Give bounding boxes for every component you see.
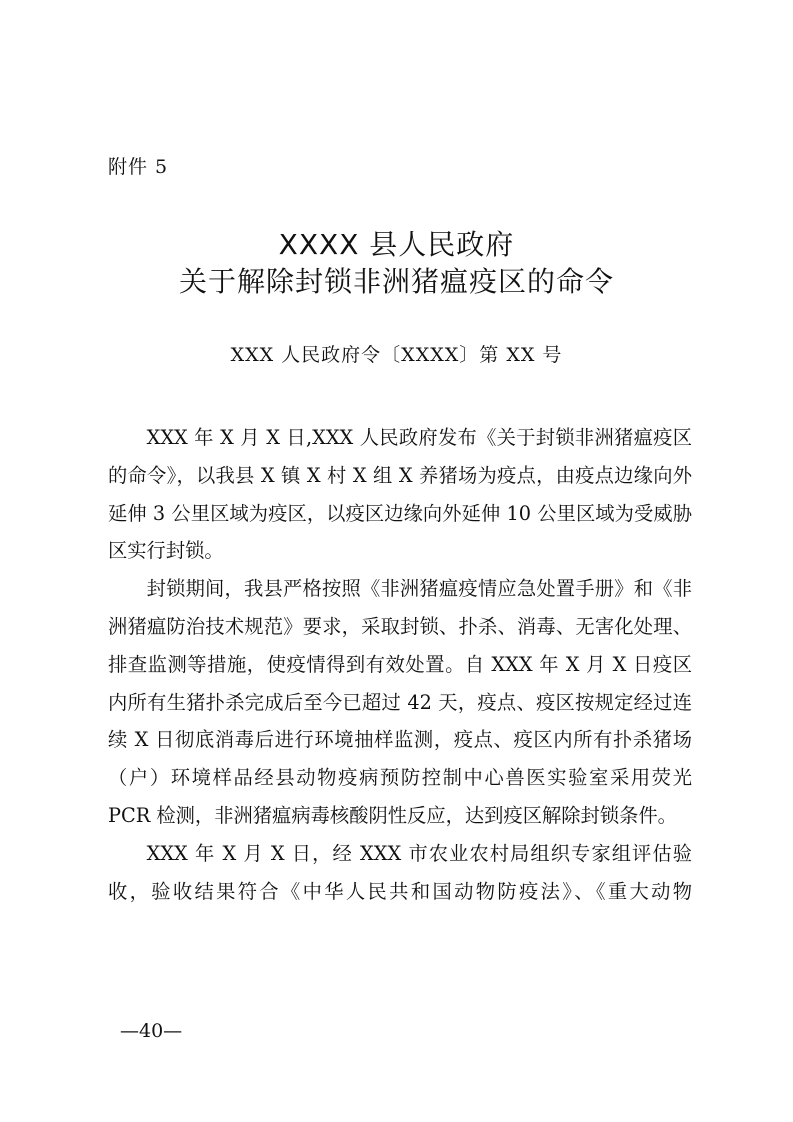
document-body	[108, 419, 692, 910]
page-number: —40—	[120, 1020, 183, 1042]
attachment-label: 附件 5	[108, 156, 169, 178]
document-number: XXX 人民政府令〔XXXX〕第 XX 号	[230, 344, 563, 366]
document-title-line-2: 关于解除封锁非洲猪瘟疫区的命令	[178, 265, 614, 298]
paragraph-3: XXX 年 X 月 X 日，经 XXX 市农业农村局组织专家组评估验收，验收结果符合《中华人民共和国动物防疫法》、《重大动物	[108, 841, 692, 903]
paragraph-1: XXX 年 X 月 X 日,XXX 人民政府发布《关于封锁非洲猪瘟疫区的命令》，以我县 X 镇 X 村 X 组 X 养猪场为疫点，由疫点边缘向外延伸 3 公里区域为疫区，以疫区边缘向外延伸 10 公里区域为受威胁区实行封锁。	[108, 426, 692, 563]
paragraph-2: 封锁期间，我县严格按照《非洲猪瘟疫情应急处置手册》和《非洲猪瘟防治技术规范》要求，采取封锁、扑杀、消毒、无害化处理、排查监测等措施，使疫情得到有效处置。自 XXX 年 X 月 X 日疫区内所有生猪扑杀完成后至今已超过 42 天，疫点、疫区按规定经过连续 X 日彻底消毒后进行环境抽样监测，疫点、疫区内所有扑杀猪场（户）环境样品经县动物疫病预防控制中心兽医实验室采用荧光 PCR 检测，非洲猪瘟病毒核酸阴性反应，达到疫区解除封锁条件。	[108, 577, 692, 827]
document-title-line-1: XXXX 县人民政府	[278, 228, 515, 261]
